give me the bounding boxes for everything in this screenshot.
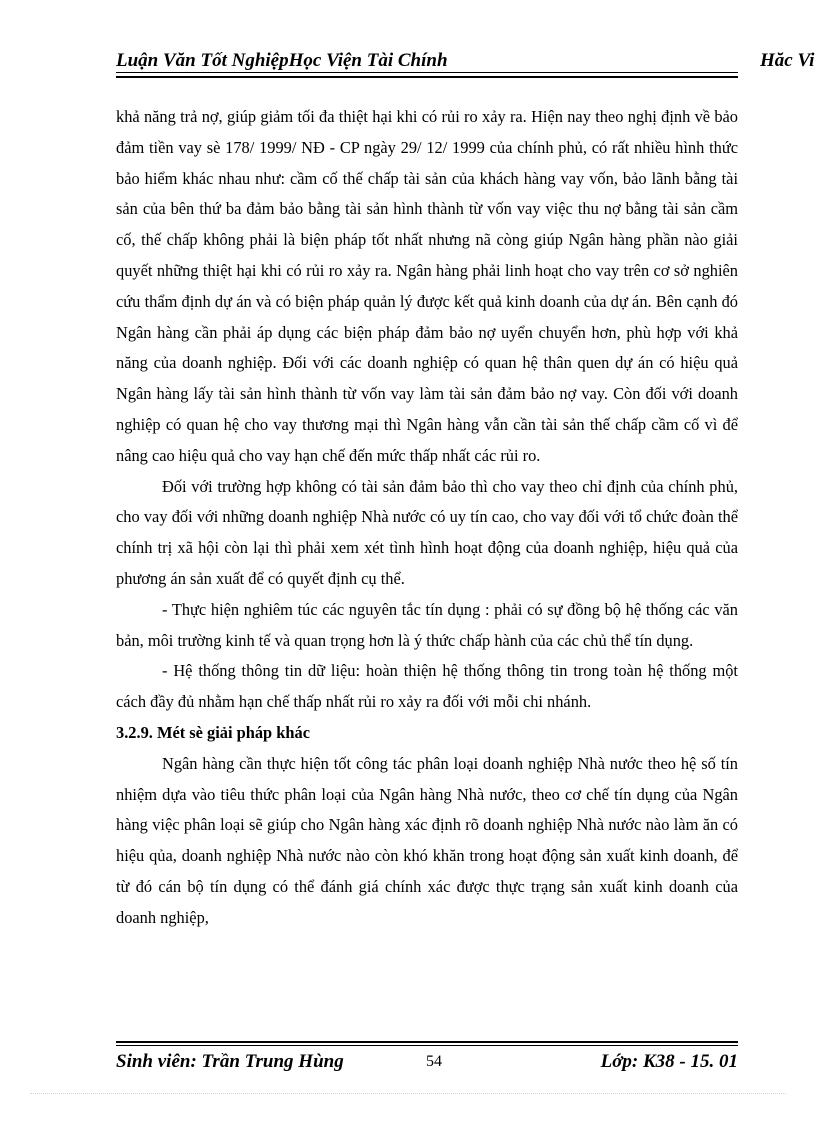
header-title: Luận Văn Tốt NghiệpHọc Viện Tài Chính	[116, 50, 448, 71]
footer-rule-thin	[116, 1045, 738, 1046]
header-right-text: Hăc Vi	[760, 50, 815, 71]
document-body	[116, 102, 738, 934]
page-bottom-divider	[30, 1093, 786, 1094]
paragraph: Đối với trường hợp không có tài sản đảm bảo thì cho vay theo chỉ định của chính phủ, cho vay đối với những doanh nghiệp Nhà nước có uy tín cao, cho vay đối với tổ chức đoàn thể chính trị xã hội còn lại thì phải xem xét tình hình hoạt động của doanh nghiệp, hiệu quả của phương án sản xuất để có quyết định cụ thể.	[116, 476, 738, 588]
paragraph: - Hệ thống thông tin dữ liệu: hoàn thiện hệ thống thông tin trong toàn hệ thống một cách đầy đủ nhằm hạn chế thấp nhất rủi ro xảy ra đối với mỗi chi nhánh.	[116, 661, 738, 712]
paragraph: khả năng trả nợ, giúp giảm tối đa thiệt hại khi có rủi ro xảy ra. Hiện nay theo nghị định về bảo đảm tiền vay sè 178/ 1999/ NĐ - CP ngày 29/ 12/ 1999 của chính phủ, có rất nhiều hình thức bảo hiểm khác nhau như: cầm cố thế chấp tài sản của khách hàng vay vốn, bảo lãnh bằng tài sản của bên thứ ba đảm bảo bằng tài sản hình thành từ vốn vay việc thu nợ bằng tài sản cầm cố, thế chấp không phải là biện pháp tốt nhất nhưng nã còng giúp Ngân hàng phần nào giải quyết những thiệt hại khi có rủi ro xảy ra. Ngân hàng phải linh hoạt cho vay trên cơ sở nghiên cứu thẩm định dự án và có biện pháp quản lý được kết quả kinh doanh của dự án. Bên cạnh đó Ngân hàng cần phải áp dụng các biện pháp đảm bảo nợ uyển chuyển hơn, phù hợp với khả năng của doanh nghiệp. Đối với các doanh nghiệp có quan hệ thân quen dự án có hiệu quả Ngân hàng lấy tài sản hình thành từ vốn vay làm tài sản đảm bảo nợ vay. Còn đối với doanh nghiệp có quan hệ cho vay thương mại thì Ngân hàng vẫn cần tài sản thế chấp cầm cố vì để nâng cao hiệu quả cho vay hạn chế đến mức thấp nhất các rủi ro.	[116, 107, 738, 465]
footer-rule-thick	[116, 1041, 738, 1043]
footer-student: Sinh viên: Trần Trung Hùng	[116, 1051, 344, 1072]
footer-class: Lớp: K38 - 15. 01	[600, 1051, 738, 1072]
header-rule-thick	[116, 76, 738, 78]
section-heading: 3.2.9. Mét sè giải pháp khác	[116, 722, 310, 742]
header-rule-thin	[116, 72, 738, 73]
paragraph: Ngân hàng cần thực hiện tốt công tác phân loại doanh nghiệp Nhà nước theo hệ số tín nhiệm dựa vào tiêu thức phân loại của Ngân hàng Nhà nước, theo cơ chế tín dụng của Ngân hàng việc phân loại sẽ giúp cho Ngân hàng xác định rõ doanh nghiệp Nhà nước nào làm ăn có hiệu qủa, doanh nghiệp Nhà nước nào còn khó khăn trong hoạt động sản xuất kinh doanh, để từ đó cán bộ tín dụng có thể đánh giá chính xác được thực trạng sản xuất kinh doanh của doanh nghiệp,	[116, 753, 738, 927]
paragraph: - Thực hiện nghiêm túc các nguyên tắc tín dụng : phải có sự đồng bộ hệ thống các văn bản, môi trường kinh tế và quan trọng hơn là ý thức chấp hành của các chủ thể tín dụng.	[116, 599, 738, 650]
page-number: 54	[426, 1053, 442, 1070]
